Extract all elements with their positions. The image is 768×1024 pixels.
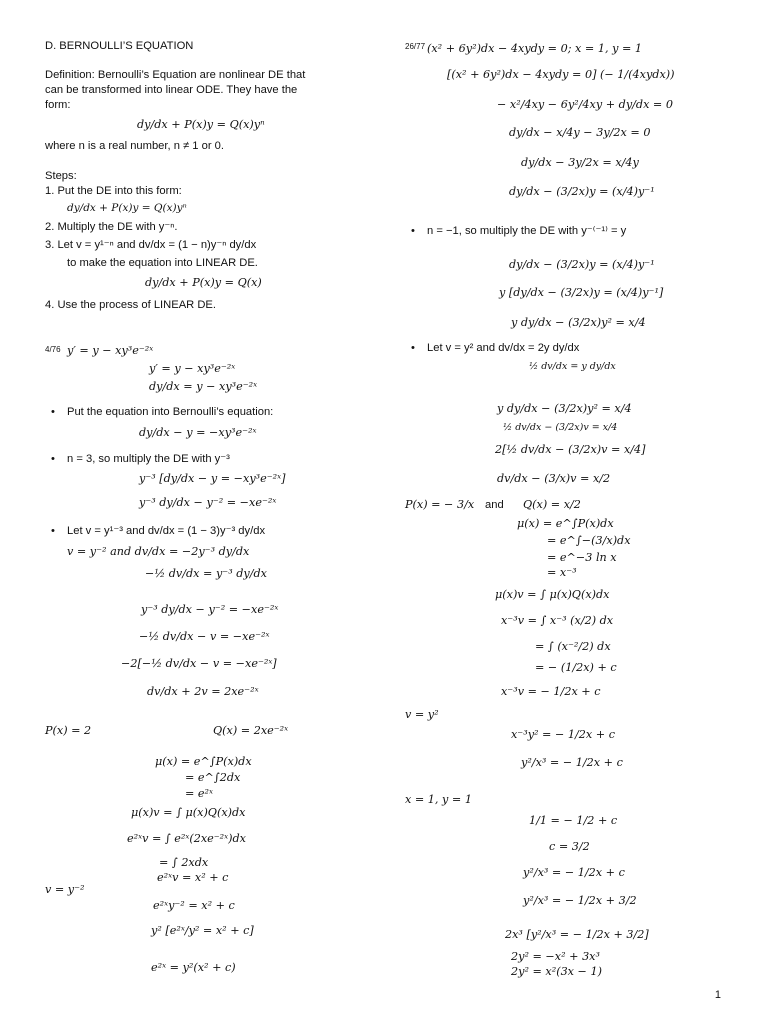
substitution-line-2: −½ dv/dx = y⁻³ dy/dx <box>145 567 267 580</box>
example-label: 4/76 <box>45 345 61 354</box>
step-1: 1. Put the DE into this form: <box>45 185 182 197</box>
final-eq-3: e²ˣ = y²(x² + c) <box>151 961 236 974</box>
mu-eq-2: = e^∫2dx <box>185 771 241 784</box>
r-eq-13: x⁻³y² = − 1/2x + c <box>511 728 615 741</box>
bernoulli-form-equation: dy/dx + P(x)y = Q(x)yⁿ <box>137 118 265 131</box>
mu-eq-1: μ(x) = e^∫P(x)dx <box>155 755 252 768</box>
final-eq-2: y² [e²ˣ/y² = x² + c] <box>151 924 254 937</box>
r-p-of-x: P(x) = − 3/x <box>405 498 475 511</box>
step-3-continued: to make the equation into LINEAR DE. <box>67 257 258 269</box>
steps-title: Steps: <box>45 170 77 182</box>
multiply-line-2: y⁻³ dy/dx − y⁻² = −xe⁻²ˣ <box>139 496 277 509</box>
r-and: and <box>485 499 504 511</box>
example-line-2: y′ = y − xy³e⁻²ˣ <box>149 362 236 375</box>
r-eq-3: dy/dx − x/4y − 3y/2x = 0 <box>509 126 651 139</box>
sub-eq-2: −½ dv/dx − v = −xe⁻²ˣ <box>139 630 270 643</box>
r-eq-10: ½ dv/dx − (3/2x)v = x/4 <box>503 422 618 433</box>
bullet-r-substitution: • Let v = y² and dv/dx = 2y dy/dx <box>427 341 579 355</box>
r-mu-4: = x⁻³ <box>547 566 577 579</box>
r-q-of-x: Q(x) = x/2 <box>523 498 581 511</box>
step-3: 3. Let v = y¹⁻ⁿ and dv/dx = (1 − n)y⁻ⁿ dy/dx <box>45 239 257 251</box>
r-mu-6: x⁻³v = ∫ x⁻³ (x/2) dx <box>501 614 614 627</box>
mu-eq-5: e²ˣv = ∫ e²ˣ(2xe⁻²ˣ)dx <box>127 832 246 845</box>
substitution-line-1: v = y⁻² and dv/dx = −2y⁻³ dy/dx <box>67 545 250 558</box>
step-3-linear-equation: dy/dx + P(x)y = Q(x) <box>145 276 262 289</box>
r-eq-5: dy/dx − (3/2x)y = (x/4)y⁻¹ <box>509 185 655 198</box>
r-eq-15: 1/1 = − 1/2 + c <box>529 814 618 827</box>
definition-line-1: Definition: Bernoulli’s Equation are nonlinear DE that <box>45 69 306 81</box>
r-mu-2: = e^∫−(3/x)dx <box>547 534 631 547</box>
r-substitution-line: ½ dv/dx = y dy/dx <box>529 361 616 372</box>
r-eq-20: 2y² = −x² + 3x³ <box>511 950 600 963</box>
bernoulli-form-example: dy/dx − y = −xy³e⁻²ˣ <box>139 426 257 439</box>
r-eq-9: y dy/dx − (3/2x)y² = x/4 <box>497 402 632 415</box>
page-number: 1 <box>714 989 721 1001</box>
r-mu-9: x⁻³v = − 1/2x + c <box>501 685 601 698</box>
r-mu-1: μ(x) = e^∫P(x)dx <box>517 517 614 530</box>
section-heading: D. BERNOULLI’S EQUATION <box>45 40 194 52</box>
r-eq-14: y²/x³ = − 1/2x + c <box>521 756 623 769</box>
r-eq-11: 2[½ dv/dx − (3/2x)v = x/4] <box>495 443 646 456</box>
r-mu-5: μ(x)v = ∫ μ(x)Q(x)dx <box>495 588 610 601</box>
v-definition: v = y⁻² <box>45 883 85 896</box>
bullet-bernoulli-form: • Put the equation into Bernoulli’s equation: <box>67 405 273 419</box>
example-line-3: dy/dx = y − xy³e⁻²ˣ <box>149 380 258 393</box>
q-of-x: Q(x) = 2xe⁻²ˣ <box>213 724 289 737</box>
r-eq-12: dv/dx − (3/x)v = x/2 <box>497 472 611 485</box>
r-eq-7: y [dy/dx − (3/2x)y = (x/4)y⁻¹] <box>499 286 664 299</box>
step-4: 4. Use the process of LINEAR DE. <box>45 299 216 311</box>
r-mu-8: = − (1/2x) + c <box>535 661 617 674</box>
r-v-definition: v = y² <box>405 708 439 721</box>
step-2: 2. Multiply the DE with y⁻ⁿ. <box>45 221 178 233</box>
r-initial-condition: x = 1, y = 1 <box>405 793 472 806</box>
sub-eq-1: y⁻³ dy/dx − y⁻² = −xe⁻²ˣ <box>141 603 279 616</box>
p-of-x: P(x) = 2 <box>45 724 92 737</box>
bullet-r-multiply: • n = −1, so multiply the DE with y⁻⁽⁻¹⁾ = y <box>427 224 626 238</box>
r-eq-4: dy/dx − 3y/2x = x/4y <box>521 156 639 169</box>
r-eq-6: dy/dx − (3/2x)y = (x/4)y⁻¹ <box>509 258 655 271</box>
where-line: where n is a real number, n ≠ 1 or 0. <box>45 140 225 152</box>
r-mu-3: = e^−3 ln x <box>547 551 617 564</box>
r-eq-19: 2x³ [y²/x³ = − 1/2x + 3/2] <box>505 928 649 941</box>
r-eq-2: − x²/4xy − 6y²/4xy + dy/dx = 0 <box>497 98 673 111</box>
sub-eq-4: dv/dx + 2v = 2xe⁻²ˣ <box>147 685 259 698</box>
example-2-equation: (x² + 6y²)dx − 4xydy = 0; x = 1, y = 1 <box>427 42 642 55</box>
example-equation: y′ = y − xy³e⁻²ˣ <box>67 344 154 357</box>
mu-eq-4: μ(x)v = ∫ μ(x)Q(x)dx <box>131 806 246 819</box>
bullet-substitution: • Let v = y¹⁻³ and dv/dx = (1 − 3)y⁻³ dy/dx <box>67 524 265 538</box>
r-eq-21: 2y² = x²(3x − 1) <box>511 965 602 978</box>
definition-line-3: form: <box>45 99 71 111</box>
mu-eq-3: = e²ˣ <box>185 787 214 800</box>
mu-eq-7: e²ˣv = x² + c <box>157 871 229 884</box>
bullet-multiply: • n = 3, so multiply the DE with y⁻³ <box>67 452 230 466</box>
definition-line-2: can be transformed into linear ODE. They have the <box>45 84 298 96</box>
example-2-label: 26/77 <box>405 42 426 51</box>
r-eq-17: y²/x³ = − 1/2x + c <box>523 866 625 879</box>
r-eq-8: y dy/dx − (3/2x)y² = x/4 <box>511 316 646 329</box>
r-mu-7: = ∫ (x⁻²/2) dx <box>535 640 611 653</box>
r-eq-16: c = 3/2 <box>549 840 590 853</box>
step-1-equation: dy/dx + P(x)y = Q(x)yⁿ <box>67 202 187 214</box>
sub-eq-3: −2[−½ dv/dx − v = −xe⁻²ˣ] <box>121 657 277 670</box>
r-eq-1: [(x² + 6y²)dx − 4xydy = 0] (− 1/(4xydx)) <box>447 68 675 81</box>
r-eq-18: y²/x³ = − 1/2x + 3/2 <box>523 894 637 907</box>
mu-eq-6: = ∫ 2xdx <box>159 856 209 869</box>
multiply-line-1: y⁻³ [dy/dx − y = −xy³e⁻²ˣ] <box>139 472 286 485</box>
final-eq-1: e²ˣy⁻² = x² + c <box>153 899 235 912</box>
